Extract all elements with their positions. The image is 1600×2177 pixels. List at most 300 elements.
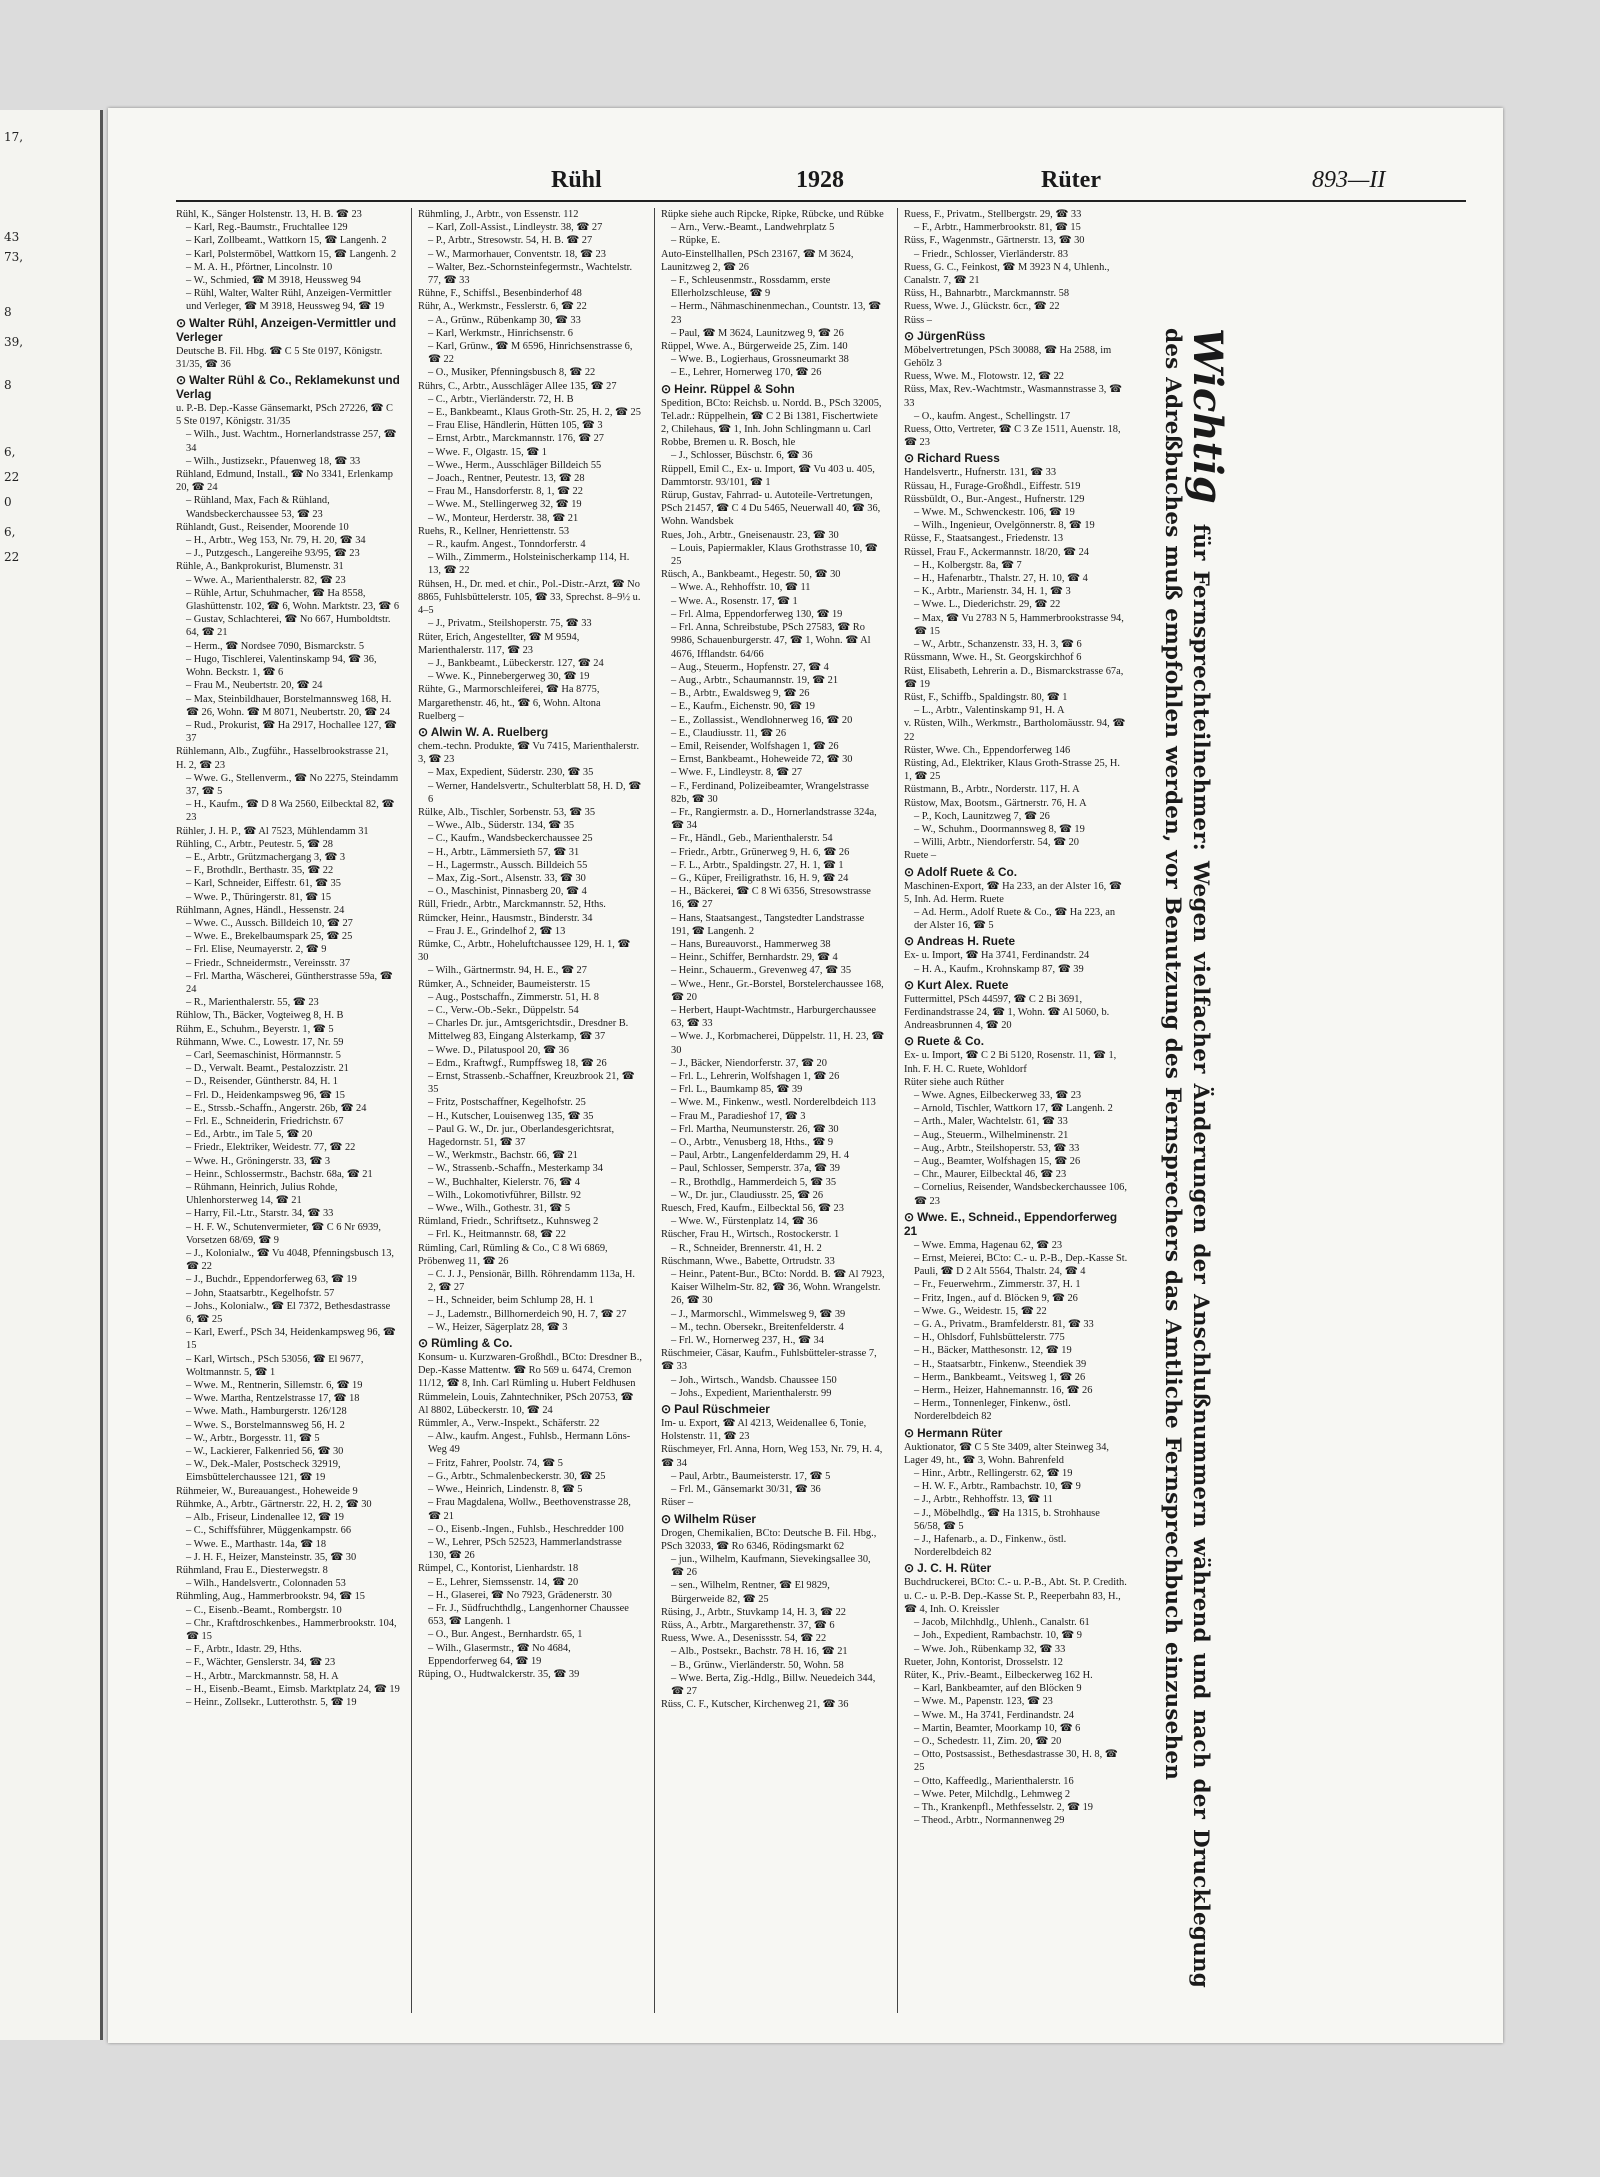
directory-entry: ⊙ Alwin W. A. Ruelberg (418, 724, 549, 739)
directory-entry: – G., Küper, Freiligrathstr. 16, H. 9, ☎ 24 (671, 872, 849, 884)
directory-entry: Rueter, John, Kontorist, Drosselstr. 12 (904, 1656, 1063, 1668)
directory-entry: – Martin, Beamter, Moorkamp 10, ☎ 6 (914, 1722, 1081, 1734)
edge-fragment: 17, (4, 130, 24, 144)
directory-entry: – Wwe. G., Weidestr. 15, ☎ 22 (914, 1305, 1047, 1317)
directory-entry: Rümland, Friedr., Schriftsetz., Kuhnsweg 2 (418, 1216, 599, 1228)
directory-entry: Ex- u. Import, ☎ Ha 3741, Ferdinandstr. 24 (904, 950, 1090, 962)
directory-entry: Rümker, A., Schneider, Baumeisterstr. 15 (418, 978, 591, 990)
directory-entry: – E., Lehrer, Siemssenstr. 14, ☎ 20 (428, 1576, 579, 1588)
directory-entry: – W., Monteur, Herderstr. 38, ☎ 21 (428, 512, 579, 524)
directory-entry: – H., Kaufm., ☎ D 8 Wa 2560, Eilbecktal 82, ☎ 23 (186, 799, 395, 824)
directory-entry: – F., Wächter, Genslerstr. 34, ☎ 23 (186, 1657, 336, 1669)
notice-body: für Fernsprechteilnehmer: Wegen vielfacher Änderungen der Anschlußnummern während und nach der Drucklegung des Adreßbuches muß empfohlen werden, vor Benutzung des Fernsprechers das Amtliche Fernsprechbuch einzusehen (1160, 328, 1213, 1988)
directory-entry: – M. A. H., Pförtner, Lincolnstr. 10 (186, 261, 333, 273)
directory-entry: – F., Ferdinand, Polizeibeamter, Wrangelstrasse 82b, ☎ 30 (671, 780, 869, 805)
edge-fragment: 8 (4, 378, 12, 392)
directory-entry: Rühr, A., Werkmstr., Fesslerstr. 6, ☎ 22 (418, 301, 587, 313)
directory-entry: – Fr. J., Südfruchthdlg., Langenhorner Chaussee 653, ☎ Langenh. 1 (428, 1602, 629, 1628)
directory-entry: – Max, Zig.-Sort., Alsenstr. 33, ☎ 30 (428, 872, 586, 884)
directory-entry: Rüstmann, B., Arbtr., Norderstr. 117, H. A (904, 784, 1080, 796)
directory-entry: – Wilh., Justizsekr., Pfauenweg 18, ☎ 33 (186, 455, 361, 467)
notice-title: Wichtig (1184, 328, 1231, 504)
directory-entry: – Karl, Wirtsch., PSch 53056, ☎ El 9677, Woltmannstr. 5, ☎ 1 (186, 1353, 364, 1378)
directory-entry: ⊙ Richard Ruess (904, 451, 1000, 466)
directory-entry: – Wwe. W., Fürstenplatz 14, ☎ 36 (671, 1216, 818, 1228)
directory-entry: Rühte, G., Marmorschleiferei, ☎ Ha 8775, Margarethenstr. 46, ht., ☎ 6, Wohn. Altona (418, 684, 601, 709)
directory-entry: Ruess, Wwe. A., Desenissstr. 54, ☎ 22 (661, 1633, 827, 1645)
directory-entry: – Frl. Martha, Neumunsterstr. 26, ☎ 30 (671, 1123, 839, 1135)
directory-entry: – Friedr., Arbtr., Grünerweg 9, H. 6, ☎ 26 (671, 846, 850, 858)
directory-entry: – H. A., Kaufm., Krohnskamp 87, ☎ 39 (914, 963, 1084, 975)
directory-entry: Rüssel, Frau F., Ackermannstr. 18/20, ☎ 24 (904, 546, 1089, 558)
directory-entry: – Ernst, Bankbeamt., Hoheweide 72, ☎ 30 (671, 754, 853, 766)
directory-entry: – J., Kolonialw., ☎ Vu 4048, Pfenningsbusch 13, ☎ 22 (186, 1248, 395, 1273)
directory-entry: – R., Brothdlg., Hammerdeich 5, ☎ 35 (671, 1176, 837, 1188)
directory-entry: – R., Marienthalerstr. 55, ☎ 23 (186, 997, 319, 1009)
directory-entry: – W., Strassenb.-Schaffn., Mesterkamp 34 (428, 1163, 603, 1175)
directory-entry: – Paul, Schlosser, Semperstr. 37a, ☎ 39 (671, 1163, 840, 1175)
directory-entry: Rüter siehe auch Rüther (904, 1076, 1005, 1088)
directory-entry: – W., Lehrer, PSch 52523, Hammerlandstrasse 130, ☎ 26 (428, 1536, 622, 1562)
directory-entry: Ruess, G. C., Feinkost, ☎ M 3923 N 4, Uhlenh., Canalstr. 7, ☎ 21 (904, 261, 1110, 287)
directory-entry: – Frau M., Neubertstr. 20, ☎ 24 (186, 680, 323, 692)
directory-entry: Rüppell, Emil C., Ex- u. Import, ☎ Vu 403 u. 405, Dammtorstr. 93/101, ☎ 1 (661, 463, 875, 488)
directory-entry: – E., Strssb.-Schaffn., Angerstr. 26b, ☎ 24 (186, 1102, 367, 1114)
directory-entry: Rümling, Carl, Rümling & Co., C 8 Wi 6869, Pröbenweg 11, ☎ 26 (418, 1242, 608, 1267)
directory-entry: – E., Zollassist., Wendlohnerweg 16, ☎ 20 (671, 714, 853, 726)
directory-entry: – R., Schneider, Brennerstr. 41, H. 2 (671, 1242, 822, 1254)
directory-entry: – Charles Dr. jur., Amtsgerichtsdir., Dresdner B. Mittelweg 83, Eingang Alsterkamp, ☎ 37 (428, 1018, 629, 1043)
directory-entry: – Wwe., Heinrich, Lindenstr. 8, ☎ 5 (428, 1484, 583, 1496)
directory-entry: – J., Möbelhdlg., ☎ Ha 1315, b. Strohhause 56/58, ☎ 5 (914, 1507, 1100, 1532)
directory-entry: – Karl, Grünw., ☎ M 6596, Hinrichsenstrasse 6, ☎ 22 (428, 341, 633, 366)
directory-entry: – R., kaufm. Angest., Tonndorferstr. 4 (428, 539, 586, 551)
directory-entry: – Karl, Reg.-Baumstr., Fruchtallee 129 (186, 222, 348, 234)
directory-entry: – J., Lademstr., Billhornerdeich 90, H. 7, ☎ 27 (428, 1308, 627, 1320)
directory-entry: – W., Schuhm., Doormannsweg 8, ☎ 19 (914, 823, 1085, 835)
directory-entry: – Wwe. Agnes, Eilbeckerweg 33, ☎ 23 (914, 1089, 1082, 1101)
directory-entry: – C., Schiffsführer, Müggenkampstr. 66 (186, 1525, 352, 1537)
directory-entry: Rüss, A., Arbtr., Margarethenstr. 37, ☎ 6 (661, 1619, 835, 1631)
directory-entry: Buchdruckerei, BCto: C.- u. P.-B., Abt. St. P. Credith. u. C.- u. P.-B. Dep.-Kasse St. P., Reeperbahn 83, H., ☎ 4, Inh. O. Kreissler (904, 1577, 1127, 1615)
directory-entry: – B., Arbtr., Ewaldsweg 9, ☎ 26 (671, 688, 810, 700)
directory-entry: – Frl. Elise, Neumayerstr. 2, ☎ 9 (186, 944, 327, 956)
directory-entry: – E., Kaufm., Eichenstr. 90, ☎ 19 (671, 701, 815, 713)
directory-entry: – Ad. Herm., Adolf Ruete & Co., ☎ Ha 223, an der Alster 16, ☎ 5 (914, 906, 1116, 932)
directory-entry: Rühmling, J., Arbtr., von Essenstr. 112 (418, 209, 579, 220)
directory-entry: – Aug., Beamter, Wolfshagen 15, ☎ 26 (914, 1156, 1081, 1167)
directory-entry: ⊙ Adolf Ruete & Co. (904, 864, 1017, 879)
directory-entry: – W., Arbtr., Borgesstr. 11, ☎ 5 (186, 1432, 320, 1444)
directory-entry: – Wwe. M., Papenstr. 123, ☎ 23 (914, 1696, 1053, 1708)
directory-entry: – Paul, ☎ M 3624, Launitzweg 9, ☎ 26 (671, 327, 844, 339)
directory-entry: Rüping, O., Hudtwalckerstr. 35, ☎ 39 (418, 1668, 580, 1680)
directory-entry: – Ernst, Arbtr., Marckmannstr. 176, ☎ 27 (428, 433, 604, 445)
directory-entry: – Frl. Martha, Wäscherei, Güntherstrasse 59a, ☎ 24 (186, 970, 393, 995)
directory-entry: – H., Arbtr., Weg 153, Nr. 79, H. 20, ☎ 34 (186, 535, 366, 547)
directory-entry: – Fr., Rangiermstr. a. D., Hornerlandstrasse 324a, ☎ 34 (671, 806, 877, 832)
directory-entry: – Theod., Arbtr., Normannenweg 29 (914, 1815, 1065, 1827)
directory-entry: – J., Bankbeamt., Lübeckerstr. 127, ☎ 24 (428, 657, 604, 669)
directory-entry: Rüser – (661, 1497, 694, 1509)
directory-entry: – Chr., Maurer, Eilbecktal 46, ☎ 23 (914, 1169, 1067, 1181)
directory-entry: – H. W. F., Arbtr., Rambachstr. 10, ☎ 9 (914, 1481, 1081, 1493)
directory-entry: – Louis, Papiermakler, Klaus Grothstrasse 10, ☎ 25 (671, 542, 878, 568)
header-first-name: Rühl (551, 167, 602, 193)
directory-entry: – Karl, Werkmstr., Hinrichsenstr. 6 (428, 327, 573, 339)
directory-entry: Ruesch, Fred, Kaufm., Eilbecktal 56, ☎ 23 (661, 1203, 844, 1215)
directory-entry: – Walter, Bez.-Schornsteinfegermstr., Wachtelstr. 77, ☎ 33 (428, 261, 633, 287)
directory-entry: – W., Heizer, Sägerplatz 28, ☎ 3 (428, 1321, 568, 1333)
directory-entry: – O., Musiker, Pfenningsbusch 8, ☎ 22 (428, 367, 596, 379)
directory-entry: Auktionator, ☎ C 5 Ste 3409, alter Steinweg 34, Lager 49, ht., ☎ 3, Wohn. Bahrenfeld (904, 1441, 1110, 1466)
directory-entry: – W., Buchhalter, Kielerstr. 76, ☎ 4 (428, 1176, 580, 1188)
directory-entry: – Wwe. D., Pilatuspool 20, ☎ 36 (428, 1044, 569, 1056)
directory-entry: – Wwe. F., Olgastr. 15, ☎ 1 (428, 446, 547, 458)
edge-fragment: 73, (4, 250, 24, 264)
directory-entry: – Karl, Bankbeamter, auf den Blöcken 9 (914, 1683, 1082, 1695)
directory-entry: – C., Verw.-Ob.-Sekr., Düppelstr. 54 (428, 1004, 579, 1016)
directory-entry: Konsum- u. Kurzwaren-Großhdl., BCto: Dresdner B., Dep.-Kasse Mattentw. ☎ Ro 569 u. 6474, Cremon 11/12, ☎ 8, Inh. Carl Rümling u. Hubert Feldhusen (418, 1352, 642, 1390)
directory-entry: ⊙ Walter Rühl, Anzeigen-Vermittler und Verleger (176, 315, 397, 344)
directory-entry: – Fr., Feuerwehrm., Zimmerstr. 37, H. 1 (914, 1279, 1081, 1291)
header-rule (176, 200, 1466, 202)
page-header (176, 163, 1466, 203)
directory-entry: – Frl. D., Heidenkampsweg 96, ☎ 15 (186, 1089, 345, 1101)
directory-entry: Rüschmann, Wwe., Babette, Ortrudstr. 33 (661, 1255, 835, 1267)
directory-entry: – J., Bäcker, Niendorferstr. 37, ☎ 20 (671, 1057, 827, 1069)
directory-entry: – Joach., Rentner, Peutestr. 13, ☎ 28 (428, 473, 585, 485)
directory-entry: Rühm, E., Schuhm., Beyerstr. 1, ☎ 5 (176, 1023, 334, 1035)
directory-entry: Rüss, F., Wagenmstr., Gärtnerstr. 13, ☎ 30 (904, 235, 1085, 247)
directory-entry: – Th., Krankenpfl., Methfesselstr. 2, ☎ 19 (914, 1801, 1093, 1813)
directory-entry: – Hinr., Arbtr., Rellingerstr. 62, ☎ 19 (914, 1468, 1073, 1480)
directory-entry: – Wwe. Math., Hamburgerstr. 126/128 (186, 1406, 347, 1418)
directory-entry: – Friedr., Elektriker, Weidestr. 77, ☎ 22 (186, 1142, 356, 1154)
directory-entry: Rühmling, Aug., Hammerbrookstr. 94, ☎ 15 (176, 1591, 365, 1603)
directory-entry: – C., Eisenb.-Beamt., Rombergstr. 10 (186, 1604, 342, 1616)
column-2 (418, 208, 642, 2018)
directory-entry: – Frl. L., Baumkamp 85, ☎ 39 (671, 1084, 803, 1096)
directory-entry: Rüppel, Wwe. A., Bürgerweide 25, Zim. 140 (661, 341, 848, 353)
directory-entry: – Max, ☎ Vu 2783 N 5, Hammerbrookstrasse 94, ☎ 15 (914, 612, 1124, 637)
directory-entry: – Ernst, Meierei, BCto: C.- u. P.-B., Dep.-Kasse St. Pauli, ☎ D 2 Alt 5564, Thalstr. 24, ☎ 4 (914, 1253, 1128, 1278)
directory-entry: – J., Arbtr., Rehhoffstr. 13, ☎ 11 (914, 1494, 1053, 1506)
directory-entry: – Hans, Bureauvorst., Hammerweg 38 (671, 938, 831, 950)
directory-entry: – Wwe. A., Rosenstr. 17, ☎ 1 (671, 595, 798, 607)
directory-entry: – Wwe. K., Pinnebergerweg 30, ☎ 19 (428, 671, 590, 683)
directory-entry: – F., Brothdlr., Berthastr. 35, ☎ 22 (186, 865, 334, 877)
directory-entry: – M., techn. Obersekr., Breitenfelderstr. 4 (671, 1321, 844, 1333)
directory-entry: – Johs., Expedient, Marienthalerstr. 99 (671, 1387, 832, 1399)
edge-fragment: 8 (4, 305, 12, 319)
directory-entry: – jun., Wilhelm, Kaufmann, Sievekingsallee 30, ☎ 26 (671, 1553, 871, 1579)
directory-entry: Rühl, K., Sänger Holstenstr. 13, H. B. ☎ 23 (176, 209, 362, 220)
directory-entry: – Werner, Handelsvertr., Schulterblatt 58, H. D, ☎ 6 (428, 780, 642, 805)
directory-entry: Ruete – (904, 850, 937, 862)
directory-entry: – Herbert, Haupt-Wachtmstr., Harburgerchaussee 63, ☎ 33 (671, 1004, 876, 1030)
directory-entry: – Paul, Arbtr., Baumeisterstr. 17, ☎ 5 (671, 1470, 831, 1482)
directory-entry: – Jacob, Milchhdlg., Uhlenh., Canalstr. 61 (914, 1617, 1090, 1629)
directory-entry: – Friedr., Schlosser, Vierländerstr. 83 (914, 248, 1069, 260)
directory-entry: ⊙ J. C. H. Rüter (904, 1561, 992, 1576)
directory-entry: – Wwe. E., Marthastr. 14a, ☎ 18 (186, 1538, 327, 1550)
directory-entry: Rüssau, H., Furage-Großhdl., Eiffestr. 519 (904, 480, 1081, 492)
directory-entry: – Wwe. Berta, Zig.-Hdlg., Billw. Neuedeich 344, ☎ 27 (671, 1672, 876, 1697)
directory-entry: – Rühmann, Heinrich, Julius Rohde, Uhlenhorsterweg 14, ☎ 21 (186, 1182, 338, 1207)
directory-entry: – C., Kaufm., Wandsbeckerchaussee 25 (428, 833, 593, 845)
directory-entry: – Joh., Wirtsch., Wandsb. Chaussee 150 (671, 1374, 837, 1386)
directory-entry: – Otto, Postsassist., Bethesdastrasse 30, H. 8, ☎ 25 (914, 1749, 1118, 1774)
directory-entry: – D., Verwalt. Beamt., Pestalozzistr. 21 (186, 1063, 349, 1075)
directory-entry: – W., Lackierer, Falkenried 56, ☎ 30 (186, 1446, 344, 1458)
directory-entry: – Heinr., Schlossermstr., Bachstr. 68a, ☎ 21 (186, 1168, 373, 1180)
directory-entry: – Alb., Postsekr., Bachstr. 78 H. 16, ☎ 21 (671, 1646, 848, 1658)
directory-entry: Rüss, C. F., Kutscher, Kirchenweg 21, ☎ 36 (661, 1699, 849, 1711)
directory-entry: – Arn., Verw.-Beamt., Landwehrplatz 5 (671, 222, 835, 234)
edge-fragment: 0 (4, 495, 12, 509)
directory-entry: Rüsch, A., Bankbeamt., Hegestr. 50, ☎ 30 (661, 569, 841, 581)
directory-entry: – Wwe., Herm., Ausschläger Billdeich 55 (428, 459, 602, 471)
directory-entry: Rüsse, F., Staatsangest., Friedenstr. 13 (904, 533, 1064, 545)
directory-entry: Rüst, F., Schiffb., Spaldingstr. 80, ☎ 1 (904, 691, 1068, 703)
directory-entry: – Hans, Staatsangest., Tangstedter Landstrasse 191, ☎ Langenh. 2 (671, 912, 865, 937)
directory-entry: Rülke, Alb., Tischler, Sorbenstr. 53, ☎ 35 (418, 806, 596, 818)
directory-entry: Rüssmann, Wwe. H., St. Georgskirchhof 6 (904, 652, 1082, 664)
directory-entry: Rümpel, C., Kontorist, Lienhardstr. 18 (418, 1563, 579, 1575)
directory-entry: – sen., Wilhelm, Rentner, ☎ El 9829, Bürgerweide 82, ☎ 25 (671, 1580, 830, 1605)
directory-entry: – H., Glaserei, ☎ No 7923, Grädenerstr. 30 (428, 1589, 612, 1601)
directory-entry: – Wwe. B., Logierhaus, Grossneumarkt 38 (671, 354, 849, 366)
directory-entry: – Karl, Polstermöbel, Wattkorn 15, ☎ Langenh. 2 (186, 248, 397, 260)
directory-entry: – O., Bur. Angest., Bernhardstr. 65, 1 (428, 1629, 583, 1641)
directory-entry: – Harry, Fil.-Ltr., Starstr. 34, ☎ 33 (186, 1208, 334, 1220)
directory-entry: Rühlemann, Alb., Zugführ., Hasselbrookstrasse 21, H. 2, ☎ 23 (176, 746, 389, 771)
edge-fragment: 6, (4, 525, 16, 539)
directory-entry: – Wilh., Gärtnermstr. 94, H. E., ☎ 27 (428, 965, 587, 977)
directory-entry: Im- u. Export, ☎ Al 4213, Weidenallee 6, Tonie, Holstenstr. 11, ☎ 23 (661, 1418, 867, 1443)
directory-entry: Rues, Joh., Arbtr., Gneisenaustr. 23, ☎ 30 (661, 529, 839, 541)
directory-entry: Rüss – (904, 314, 933, 326)
directory-entry: – W., Dek.-Maler, Postscheck 32919, Eimsbüttelerchaussee 121, ☎ 19 (186, 1459, 341, 1484)
directory-entry: – John, Staatsarbtr., Kegelhofstr. 57 (186, 1287, 335, 1299)
directory-entry: – Herm., Nähmaschinenmechan., Countstr. 13, ☎ 23 (671, 301, 882, 326)
directory-entry: Rüss, Max, Rev.-Wachtmstr., Wasmannstrasse 3, ☎ 33 (904, 384, 1122, 409)
directory-entry: – Carl, Seemaschinist, Hörmannstr. 5 (186, 1049, 341, 1061)
directory-entry: – H. F. W., Schutenvermieter, ☎ C 6 Nr 6939, Vorsetzen 68/69, ☎ 9 (186, 1221, 381, 1246)
directory-entry: – Frl. K., Heitmannstr. 68, ☎ 22 (428, 1229, 566, 1241)
directory-entry: – Heinr., Schauerm., Grevenweg 47, ☎ 35 (671, 965, 852, 977)
directory-entry: Ex- u. Import, ☎ C 2 Bi 5120, Rosenstr. 11, ☎ 1, Inh. F. H. C. Ruete, Wohldorf (904, 1050, 1117, 1075)
directory-entry: – Wwe. M., Stellingerweg 32, ☎ 19 (428, 499, 582, 511)
directory-entry: – O., Schedestr. 11, Zim. 20, ☎ 20 (914, 1735, 1062, 1747)
directory-entry: – E., Lehrer, Hornerweg 170, ☎ 26 (671, 367, 822, 379)
directory-entry: – Otto, Kaffeedlg., Marienthalerstr. 16 (914, 1775, 1074, 1787)
directory-entry: – H., Lagermstr., Aussch. Billdeich 55 (428, 859, 588, 871)
directory-entry: ⊙ Rümling & Co. (418, 1336, 513, 1351)
directory-entry: – Paul G. W., Dr. jur., Oberlandesgerichtsrat, Hagedornstr. 51, ☎ 37 (428, 1123, 615, 1149)
directory-entry: – Wwe. Emma, Hagenau 62, ☎ 23 (914, 1239, 1063, 1251)
directory-entry: – Frl. W., Hornerweg 237, H., ☎ 34 (671, 1335, 824, 1347)
directory-entry: – Chr., Kraftdroschkenbes., Hammerbrookstr. 104, ☎ 15 (186, 1617, 397, 1642)
notice-text-block (1160, 328, 1231, 1988)
directory-entry: ⊙ Kurt Alex. Ruete (904, 977, 1009, 992)
directory-entry: – J. H. F., Heizer, Mansteinstr. 35, ☎ 30 (186, 1551, 357, 1563)
directory-entry: Rühlandt, Gust., Reisender, Moorende 10 (176, 521, 349, 533)
directory-entry: – A., Grünw., Rübenkamp 30, ☎ 33 (428, 314, 581, 326)
directory-entry: Ruelberg – (418, 710, 464, 722)
directory-entry: Rümcker, Heinr., Hausmstr., Binderstr. 34 (418, 912, 593, 924)
directory-entry: – B., Grünw., Vierländerstr. 50, Wohn. 58 (671, 1659, 844, 1671)
directory-entry: – W., Schmied, ☎ M 3918, Heussweg 94 (186, 275, 361, 287)
directory-entry: – Karl, Zollbeamt., Wattkorn 15, ☎ Langenh. 2 (186, 235, 387, 247)
directory-entry: Rühling, C., Arbtr., Peutestr. 5, ☎ 28 (176, 838, 333, 850)
directory-entry: – Wilh., Zimmerm., Holsteinischerkamp 114, H. 13, ☎ 22 (428, 552, 630, 577)
directory-entry: Ruess, Wwe. J., Glückstr. 6cr., ☎ 22 (904, 301, 1060, 313)
directory-entry: Maschinen-Export, ☎ Ha 233, an der Alster 16, ☎ 5, Inh. Ad. Herm. Ruete (904, 880, 1122, 905)
directory-entry: – Arth., Maler, Wachtelstr. 61, ☎ 33 (914, 1116, 1068, 1128)
directory-entry: Rüsing, J., Arbtr., Stuvkamp 14, H. 3, ☎ 22 (661, 1606, 846, 1618)
directory-entry: – Wwe. G., Stellenverm., ☎ No 2275, Steindamm 37, ☎ 5 (186, 772, 399, 797)
directory-entry: – O., Arbtr., Venusberg 18, Hths., ☎ 9 (671, 1137, 834, 1149)
directory-entry: – Joh., Expedient, Rambachstr. 10, ☎ 9 (914, 1630, 1082, 1642)
directory-entry: – W., Arbtr., Schanzenstr. 33, H. 3, ☎ 6 (914, 639, 1082, 651)
directory-entry: – J., Buchdr., Eppendorferweg 63, ☎ 19 (186, 1274, 357, 1286)
directory-entry: Ruess, Wwe. M., Flotowstr. 12, ☎ 22 (904, 371, 1064, 383)
directory-entry: – Wilh., Glasermstr., ☎ No 4684, Eppendorferweg 64, ☎ 19 (428, 1642, 571, 1667)
directory-entry: Drogen, Chemikalien, BCto: Deutsche B. Fil. Hbg., PSch 32033, ☎ Ro 6346, Rödingsmarkt 62 (661, 1527, 877, 1552)
directory-entry: ⊙ Hermann Rüter (904, 1425, 1003, 1440)
directory-entry: Möbelvertretungen, PSch 30088, ☎ Ha 2588, im Gehölz 3 (904, 344, 1112, 370)
directory-entry: Rühle, A., Bankprokurist, Blumenstr. 31 (176, 561, 344, 573)
directory-entry: Rüter, Erich, Angestellter, ☎ M 9594, Marienthalerstr. 117, ☎ 23 (418, 631, 580, 656)
directory-entry: Rühland, Edmund, Install., ☎ No 3341, Erlenkamp 20, ☎ 24 (176, 469, 393, 494)
directory-entry: – Wwe. Martha, Rentzelstrasse 17, ☎ 18 (186, 1393, 360, 1405)
directory-entry: – Frl. L., Lehrerin, Wolfshagen 1, ☎ 26 (671, 1071, 840, 1082)
directory-entry: ⊙ JürgenRüss (904, 328, 986, 343)
directory-entry: Rüstow, Max, Bootsm., Gärtnerstr. 76, H. A (904, 797, 1087, 809)
directory-entry: – Wwe. J., Korbmacherei, Düppelstr. 11, H. 23, ☎ 30 (671, 1031, 885, 1056)
directory-entry: Rümmelein, Louis, Zahntechniker, PSch 20753, ☎ Al 8802, Lübeckerstr. 10, ☎ 24 (418, 1391, 634, 1416)
directory-entry: – J., Marmorschl., Wimmelsweg 9, ☎ 39 (671, 1308, 846, 1320)
directory-entry: Rüter, K., Priv.-Beamt., Eilbeckerweg 162 H. (904, 1669, 1093, 1681)
directory-entry: – Emil, Reisender, Wolfshagen 1, ☎ 26 (671, 740, 839, 752)
directory-entry: Rüschmeyer, Frl. Anna, Horn, Weg 153, Nr. 79, H. 4, ☎ 34 (661, 1444, 883, 1469)
directory-entry: – Cornelius, Reisender, Wandsbeckerchaussee 106, ☎ 23 (914, 1182, 1127, 1207)
directory-entry: – Wwe. M., Schwenckestr. 106, ☎ 19 (914, 507, 1075, 519)
directory-entry: Deutsche B. Fil. Hbg. ☎ C 5 Ste 0197, Königstr. 31/35, ☎ 36 (176, 345, 383, 370)
directory-entry: Rühlmann, Agnes, Händl., Hessenstr. 24 (176, 904, 345, 916)
directory-entry: – Frl. M., Gänsemarkt 30/31, ☎ 36 (671, 1484, 821, 1496)
directory-entry: – Ernst, Strassenb.-Schaffner, Kreuzbrook 21, ☎ 35 (428, 1071, 635, 1096)
directory-entry: – Fritz, Postschaffner, Kegelhofstr. 25 (428, 1097, 586, 1109)
telephone-notice (1151, 328, 1231, 1998)
directory-entry: – Aug., Postschaffn., Zimmerstr. 51, H. 8 (428, 991, 599, 1003)
directory-entry: Rüssbüldt, O., Bur.-Angest., Hufnerstr. 129 (904, 493, 1085, 505)
directory-entry: – Frau M., Hansdorferstr. 8, 1, ☎ 22 (428, 486, 583, 498)
directory-entry: – Wwe., Wilh., Gothestr. 31, ☎ 5 (428, 1203, 571, 1215)
directory-entry: Rühmann, Wwe. C., Lowestr. 17, Nr. 59 (176, 1036, 344, 1048)
directory-entry: – Herm., Heizer, Hahnemannstr. 16, ☎ 26 (914, 1385, 1093, 1397)
directory-entry: – Wwe., Henr., Gr.-Borstel, Borstelerchaussee 168, ☎ 20 (671, 978, 884, 1003)
directory-entry: – Aug., Steuerm., Hopfenstr. 27, ☎ 4 (671, 661, 829, 673)
directory-entry: Auto-Einstellhallen, PSch 23167, ☎ M 3624, Launitzweg 2, ☎ 26 (661, 248, 854, 273)
directory-entry: – Rud., Prokurist, ☎ Ha 2917, Hochallee 127, ☎ 37 (186, 719, 397, 745)
directory-entry: Rühler, J. H. P., ☎ Al 7523, Mühlendamm 31 (176, 825, 369, 837)
directory-entry: ⊙ Andreas H. Ruete (904, 934, 1016, 949)
directory-entry: ⊙ Walter Rühl & Co., Reklamekunst und Verlag (176, 373, 400, 402)
directory-entry: – H., Ohlsdorf, Fuhlsbüttelerstr. 775 (914, 1332, 1065, 1344)
directory-entry: – Arnold, Tischler, Wattkorn 17, ☎ Langenh. 2 (914, 1103, 1113, 1115)
edge-fragment: 22 (4, 550, 20, 564)
directory-entry: Ruess, Otto, Vertreter, ☎ C 3 Ze 1511, Auenstr. 18, ☎ 23 (904, 424, 1121, 449)
directory-entry: – Willi, Arbtr., Niendorferstr. 54, ☎ 20 (914, 837, 1079, 849)
directory-entry: – O., Maschinist, Pinnasberg 20, ☎ 4 (428, 886, 587, 898)
directory-entry: – O., Eisenb.-Ingen., Fuhlsb., Heschredder 100 (428, 1523, 624, 1535)
directory-entry: – F., Arbtr., Hammerbrookstr. 81, ☎ 15 (914, 222, 1081, 234)
directory-entry: Rührs, C., Arbtr., Ausschläger Allee 135, ☎ 27 (418, 380, 617, 392)
directory-entry: – Wwe. M., Finkenw., westl. Norderelbdeich 113 (671, 1097, 876, 1109)
directory-entry: Rüsting, Ad., Elektriker, Klaus Groth-Strasse 25, H. 1, ☎ 25 (904, 757, 1121, 783)
directory-entry: – Frl. Alma, Eppendorferweg 130, ☎ 19 (671, 608, 843, 620)
directory-entry: Rüpke siehe auch Ripcke, Ripke, Rübcke, und Rübke (661, 209, 884, 220)
directory-entry: – Karl, Schneider, Eiffestr. 61, ☎ 35 (186, 878, 341, 890)
directory-entry: – Fritz, Fahrer, Poolstr. 74, ☎ 5 (428, 1457, 563, 1469)
directory-entry: – D., Reisender, Güntherstr. 84, H. 1 (186, 1076, 338, 1088)
directory-entry: – Rühle, Artur, Schuhmacher, ☎ Ha 8558, Glashüttenstr. 102, ☎ 6, Wohn. Marktstr. 23, ☎ 6 (186, 587, 400, 613)
directory-entry: – H., Arbtr., Marckmannstr. 58, H. A (186, 1670, 339, 1682)
directory-entry: – Frl. Anna, Schreibstube, PSch 27583, ☎ Ro 9986, Schauenburgerstr. 47, ☎ 1, Wohn. ☎ Al 4676, Ifflandstr. 64/66 (671, 622, 871, 660)
directory-entry: – Wwe. L., Diederichstr. 29, ☎ 22 (914, 599, 1061, 611)
directory-entry: ⊙ Paul Rüschmeier (661, 1402, 770, 1417)
directory-entry: – Heinr., Schiffer, Bernhardstr. 29, ☎ 4 (671, 952, 838, 964)
directory-entry: – Aug., Arbtr., Schaumannstr. 19, ☎ 21 (671, 674, 839, 686)
directory-entry: – P., Arbtr., Stresowstr. 54, H. B. ☎ 27 (428, 235, 593, 247)
directory-entry: – Max, Expedient, Süderstr. 230, ☎ 35 (428, 767, 594, 779)
directory-entry: Rüss, H., Bahnarbtr., Marckmannstr. 58 (904, 288, 1070, 300)
directory-entry: – Wwe. F., Lindleystr. 8, ☎ 27 (671, 767, 803, 779)
directory-entry: – Frau Elise, Händlerin, Hütten 105, ☎ 3 (428, 420, 603, 432)
directory-entry: – C., Arbtr., Vierländerstr. 72, H. B (428, 393, 574, 405)
directory-entry: – Rühland, Max, Fach & Rühland, Wandsbeckerchaussee 53, ☎ 23 (186, 495, 330, 520)
directory-entry: – J., Privatm., Steilshoperstr. 75, ☎ 33 (428, 618, 592, 630)
directory-entry: – H., Staatsarbtr., Finkenw., Steendiek 39 (914, 1358, 1087, 1370)
directory-entry: – Wwe. E., Brekelbaumspark 25, ☎ 25 (186, 931, 353, 943)
directory-entry: – H., Bäcker, Matthesonstr. 12, ☎ 19 (914, 1345, 1072, 1357)
directory-entry: – J., Putzgesch., Langereihe 93/95, ☎ 23 (186, 548, 360, 560)
directory-entry: – Wilh., Lokomotivführer, Billstr. 92 (428, 1189, 582, 1201)
directory-entry: – Ed., Arbtr., im Tale 5, ☎ 20 (186, 1129, 313, 1141)
edge-fragment: 6, (4, 445, 16, 459)
directory-entry: – Fr., Händl., Geb., Marienthalerstr. 54 (671, 833, 833, 845)
directory-entry: – W., Werkmstr., Bachstr. 66, ☎ 21 (428, 1150, 578, 1162)
directory-entry: – Frl. E., Schneiderin, Friedrichstr. 67 (186, 1116, 344, 1127)
previous-page-edge (0, 110, 103, 2040)
directory-entry: – Wwe. A., Rehhoffstr. 10, ☎ 11 (671, 582, 811, 594)
directory-entry: Futtermittel, PSch 44597, ☎ C 2 Bi 3691, Ferdinandstrasse 24, ☎ 1, Wohn. ☎ Al 5060, b. Andreasbrunnen 4, ☎ 20 (904, 993, 1110, 1032)
directory-entry: ⊙ Heinr. Rüppel & Sohn (661, 381, 795, 396)
directory-entry: Rühmland, Frau E., Diesterwegstr. 8 (176, 1564, 328, 1576)
directory-entry: – L., Arbtr., Valentinskamp 91, H. A (914, 705, 1065, 717)
directory-entry: Rüll, Friedr., Arbtr., Marckmannstr. 52, Hths. (418, 899, 606, 911)
directory-entry: Rüst, Elisabeth, Lehrerin a. D., Bismarckstrasse 67a, ☎ 19 (904, 665, 1124, 690)
directory-entry: ⊙ Ruete & Co. (904, 1034, 985, 1049)
directory-entry: Rüscher, Frau H., Wirtsch., Rostockerstr. 1 (661, 1229, 840, 1241)
directory-entry: – Alw., kaufm. Angest., Fuhlsb., Hermann Löns-Weg 49 (428, 1431, 631, 1456)
directory-entry: Rühlow, Th., Bäcker, Vogteiweg 8, H. B (176, 1010, 344, 1022)
page-number: 893—II (1312, 167, 1386, 193)
directory-entry: – Wwe. Peter, Milchdlg., Lehmweg 2 (914, 1788, 1071, 1800)
